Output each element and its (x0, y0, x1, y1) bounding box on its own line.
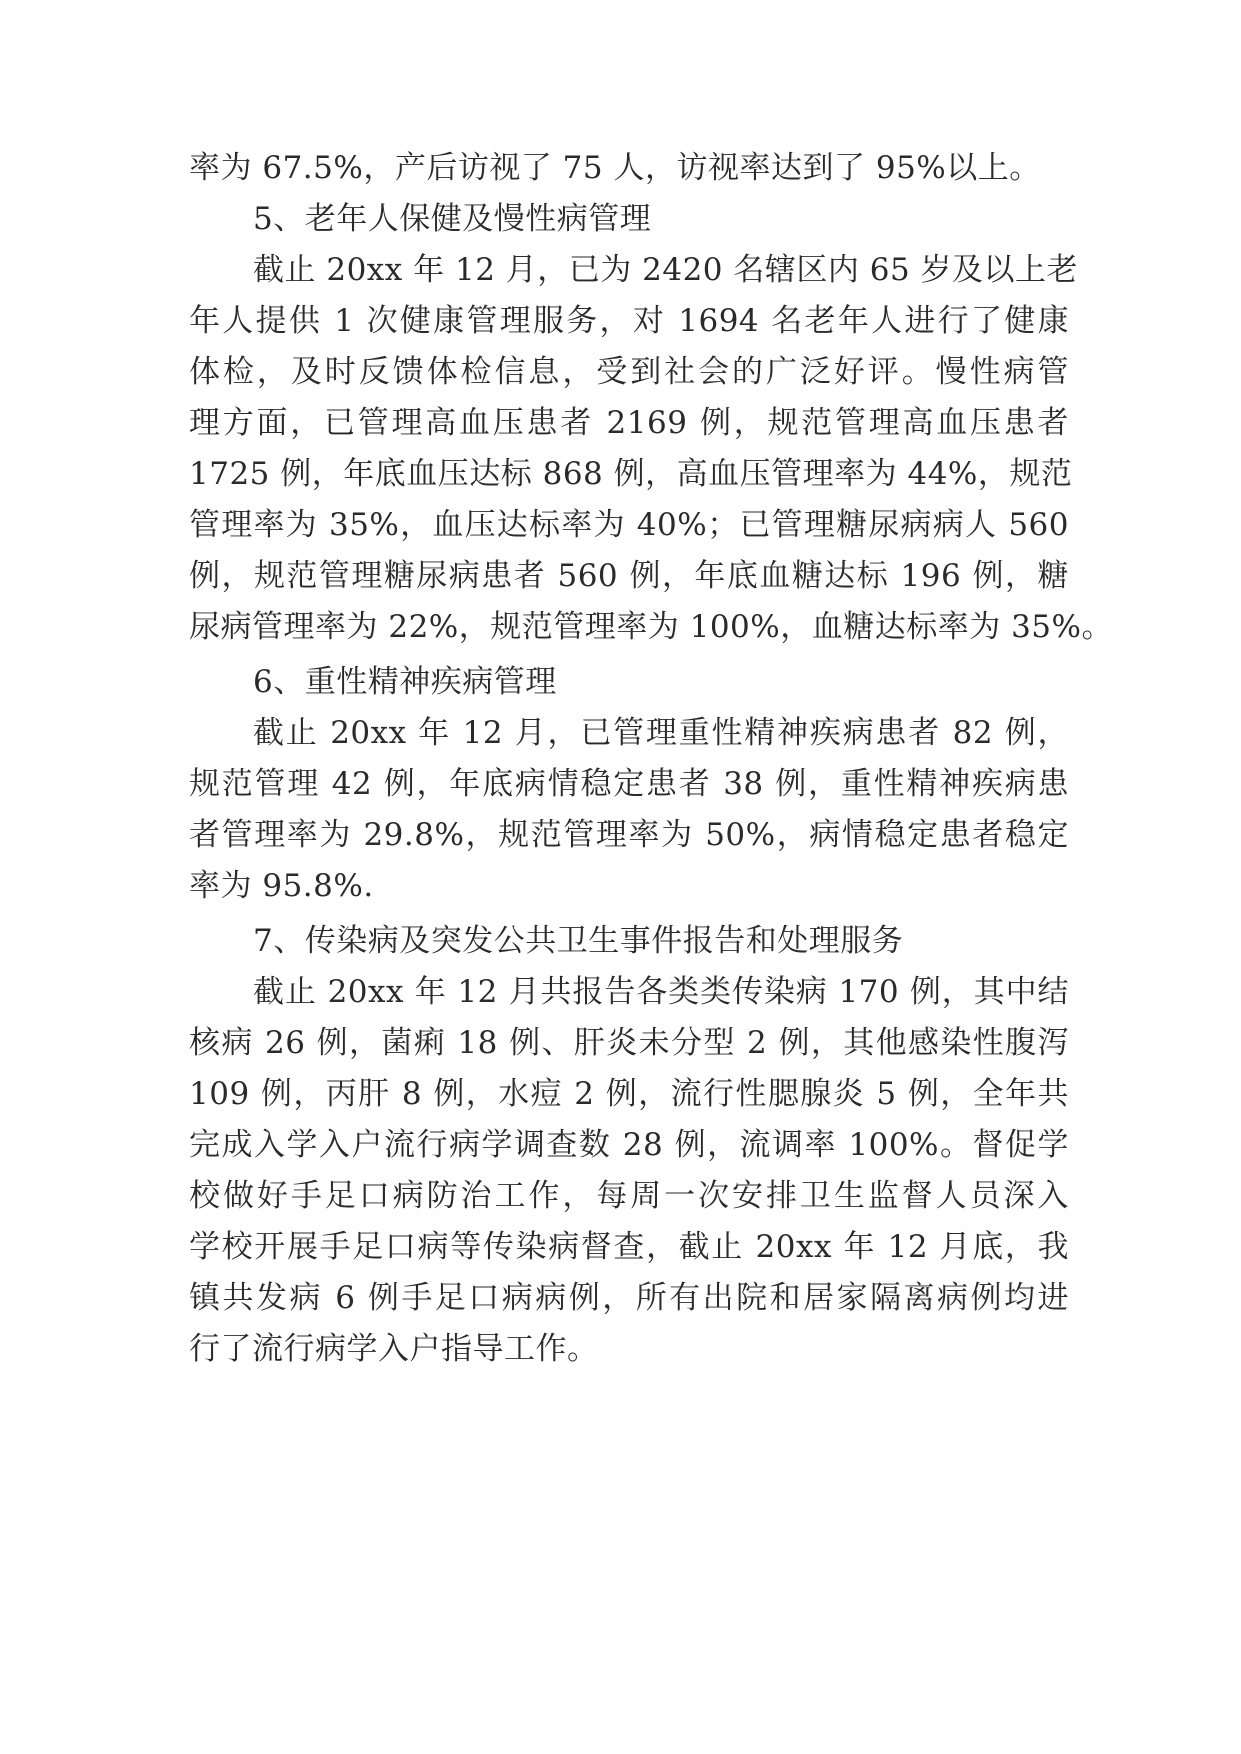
text-line: 行了流行病学入户指导工作。 (189, 1331, 599, 1367)
section-heading: 5、老年人保健及慢性病管理 (253, 201, 652, 237)
section-heading: 6、重性精神疾病管理 (253, 664, 557, 700)
text-line: 截止 20xx 年 12 月，已为 2420 名辖区内 65 岁及以上老 (253, 252, 1079, 288)
text-line: 理方面，已管理高血压患者 2169 例，规范管理高血压患者 (189, 405, 1069, 441)
text-line: 尿病管理率为 22%，规范管理率为 100%，血糖达标率为 35%。 (189, 609, 1113, 645)
text-line: 镇共发病 6 例手足口病病例，所有出院和居家隔离病例均进 (189, 1280, 1069, 1316)
text-line: 规范管理 42 例，年底病情稳定患者 38 例，重性精神疾病患 (189, 766, 1069, 802)
text-line: 1725 例，年底血压达标 868 例，高血压管理率为 44%，规范 (189, 456, 1073, 492)
text-line: 率为 67.5%，产后访视了 75 人，访视率达到了 95%以上。 (189, 150, 1041, 186)
text-line: 例，规范管理糖尿病患者 560 例，年底血糖达标 196 例，糖 (189, 558, 1069, 594)
text-line: 率为 95.8%. (189, 868, 374, 904)
text-line: 截止 20xx 年 12 月，已管理重性精神疾病患者 82 例， (253, 715, 1069, 751)
text-line: 核病 26 例，菌痢 18 例、肝炎未分型 2 例，其他感染性腹泻 (189, 1025, 1069, 1061)
text-line: 管理率为 35%，血压达标率为 40%；已管理糖尿病病人 560 (189, 507, 1069, 543)
text-line: 截止 20xx 年 12 月共报告各类类传染病 170 例，其中结 (253, 974, 1069, 1010)
text-line: 校做好手足口病防治工作，每周一次安排卫生监督人员深入 (189, 1178, 1069, 1214)
text-line: 年人提供 1 次健康管理服务，对 1694 名老年人进行了健康 (189, 303, 1069, 339)
text-line: 学校开展手足口病等传染病督查，截止 20xx 年 12 月底，我 (189, 1229, 1069, 1265)
section-heading: 7、传染病及突发公共卫生事件报告和处理服务 (253, 923, 904, 959)
text-line: 体检，及时反馈体检信息，受到社会的广泛好评。慢性病管 (189, 354, 1069, 390)
text-line: 109 例，丙肝 8 例，水痘 2 例，流行性腮腺炎 5 例，全年共 (189, 1076, 1069, 1112)
text-line: 完成入学入户流行病学调查数 28 例，流调率 100%。督促学 (189, 1127, 1069, 1163)
text-line: 者管理率为 29.8%，规范管理率为 50%，病情稳定患者稳定 (189, 817, 1069, 853)
